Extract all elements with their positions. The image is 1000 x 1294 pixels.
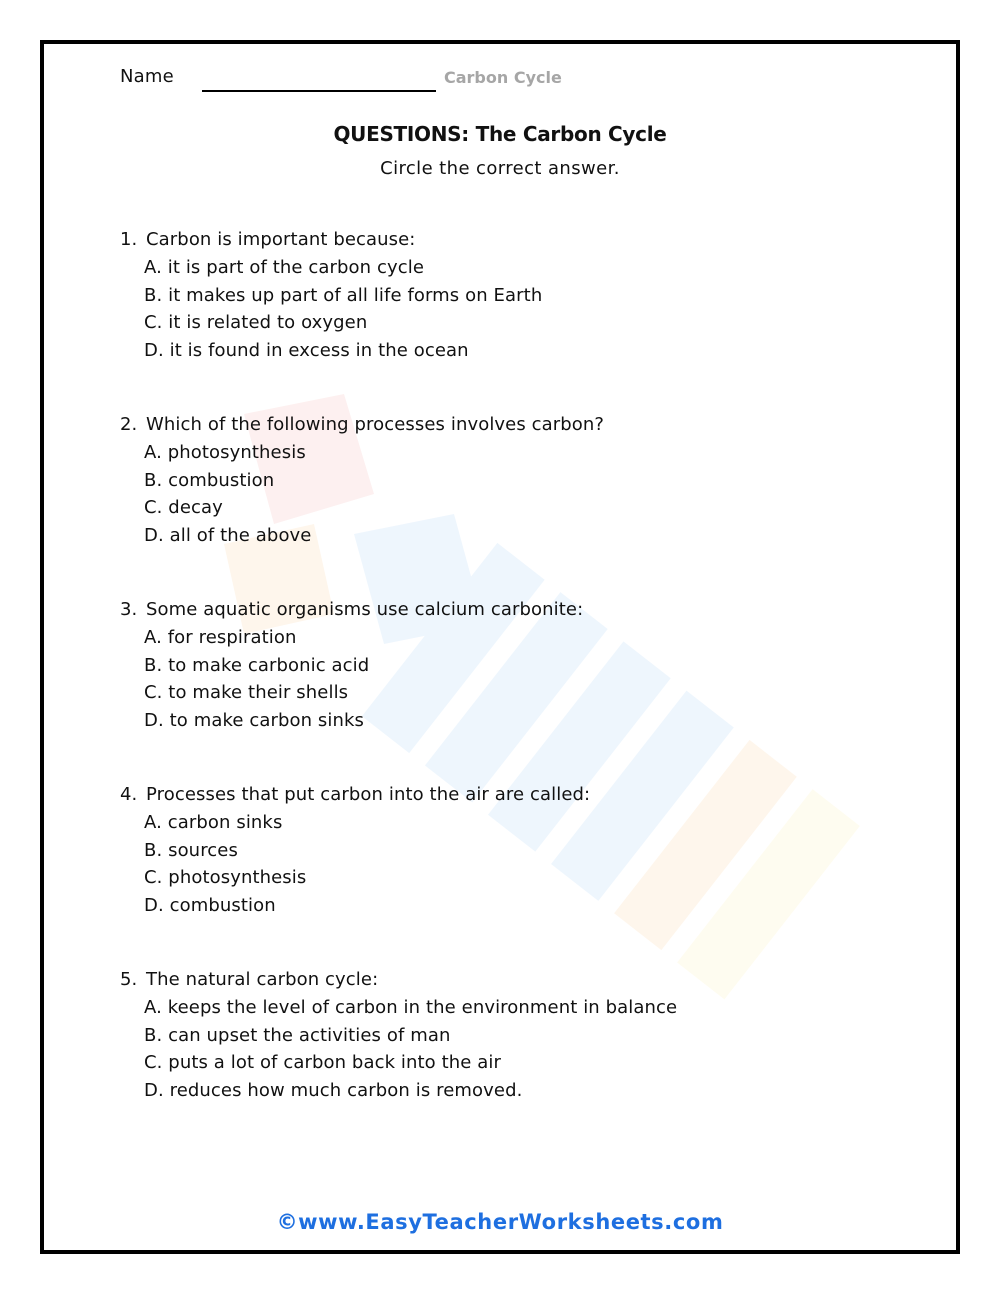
question-text: Processes that put carbon into the air are called:: [146, 784, 591, 805]
question-stem: [120, 966, 920, 994]
answer-option-b[interactable]: B. sources: [144, 839, 238, 861]
question-number: 4.: [120, 784, 138, 805]
worksheet-page: [40, 40, 960, 1254]
question-number: 2.: [120, 414, 138, 435]
answer-option-c[interactable]: C. photosynthesis: [144, 867, 307, 889]
answer-option-d[interactable]: D. reduces how much carbon is removed.: [144, 1079, 523, 1101]
question-number: 1.: [120, 229, 138, 250]
answer-option-c[interactable]: C. to make their shells: [144, 682, 349, 704]
question-5: [120, 966, 920, 1151]
answer-option-c[interactable]: C. it is related to oxygen: [144, 312, 368, 334]
footer-copyright-link[interactable]: ©www.EasyTeacherWorksheets.com: [276, 1210, 724, 1234]
question-text: Some aquatic organisms use calcium carbonite:: [146, 599, 584, 620]
answer-option-b[interactable]: B. can upset the activities of man: [144, 1024, 451, 1046]
question-stem: [120, 781, 920, 809]
answer-option-a[interactable]: A. keeps the level of carbon in the environment in balance: [144, 997, 678, 1018]
answer-option-d[interactable]: D. combustion: [144, 894, 276, 916]
answer-option-a[interactable]: A. it is part of the carbon cycle: [144, 257, 425, 278]
question-number: 5.: [120, 969, 138, 990]
answer-option-b[interactable]: B. combustion: [144, 469, 275, 491]
question-text: Which of the following processes involves carbon?: [146, 414, 605, 435]
answer-option-b[interactable]: B. it makes up part of all life forms on Earth: [144, 284, 543, 306]
answer-option-b[interactable]: B. to make carbonic acid: [144, 654, 370, 676]
sheet-subject: Carbon Cycle: [444, 68, 562, 87]
question-stem: [120, 596, 920, 624]
answer-option-a[interactable]: A. photosynthesis: [144, 442, 306, 463]
question-4: [120, 781, 920, 966]
answer-option-c[interactable]: C. decay: [144, 497, 223, 519]
name-label: Name: [120, 66, 174, 87]
question-number: 3.: [120, 599, 138, 620]
question-text: The natural carbon cycle:: [146, 969, 379, 990]
instructions: Circle the correct answer.: [380, 158, 620, 179]
question-3: [120, 596, 920, 781]
question-list: [120, 226, 920, 1151]
answer-option-d[interactable]: D. to make carbon sinks: [144, 709, 365, 731]
page-title: QUESTIONS: The Carbon Cycle: [333, 122, 667, 146]
answer-options: [120, 439, 920, 549]
answer-options: [120, 624, 920, 734]
question-text: Carbon is important because:: [146, 229, 416, 250]
answer-options: [120, 994, 920, 1104]
answer-options: [120, 254, 920, 364]
name-write-line[interactable]: [202, 90, 436, 92]
answer-option-d[interactable]: D. it is found in excess in the ocean: [144, 339, 469, 361]
answer-option-c[interactable]: C. puts a lot of carbon back into the air: [144, 1052, 502, 1074]
answer-option-d[interactable]: D. all of the above: [144, 524, 312, 546]
answer-options: [120, 809, 920, 919]
answer-option-a[interactable]: A. for respiration: [144, 627, 297, 648]
question-1: [120, 226, 920, 411]
question-stem: [120, 226, 920, 254]
question-stem: [120, 411, 920, 439]
answer-option-a[interactable]: A. carbon sinks: [144, 812, 283, 833]
question-2: [120, 411, 920, 596]
